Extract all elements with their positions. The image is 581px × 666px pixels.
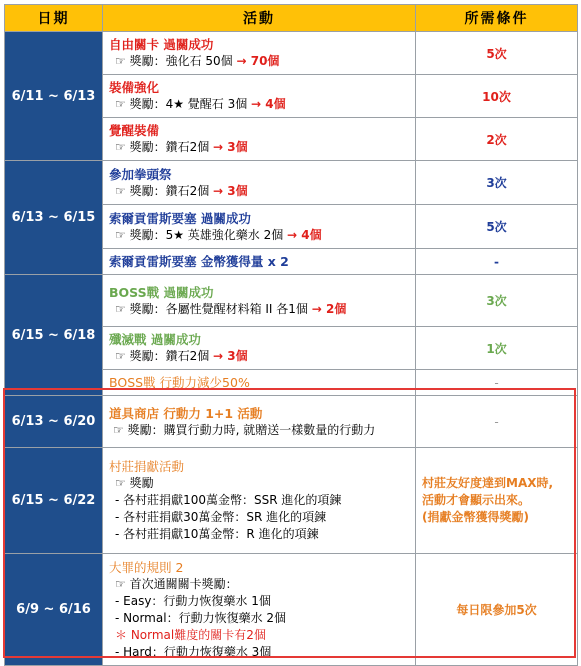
requirement-cell: 5次 [416,32,578,75]
header-activity: 活動 [103,5,416,32]
reward-line: ☞ 獎勵：鑽石2個 → 3個 [115,183,248,198]
activity-cell [103,396,416,448]
activity-cell [103,32,416,75]
activity-title: BOSS戰 行動力減少50% [109,375,250,390]
reward-line: ☞ 獎勵：各屬性覺醒材料箱 II 各1個 → 2個 [115,301,347,316]
date-cell: 6/15 ~ 6/18 [5,275,103,396]
requirement-cell: - [416,249,578,275]
table-row [5,448,578,554]
reward-line: ☞ 獎勵：4★ 覺醒石 3個 → 4個 [115,97,286,111]
activity-cell [103,554,416,666]
table-row [5,32,578,75]
date-cell: 6/13 ~ 6/20 [5,396,103,448]
list-item: - Normal：行動力恢復藥水 2個 [115,610,287,625]
activity-title: 索爾貢雷斯要塞 過關成功 [109,210,251,226]
list-item: - 各村莊捐獻10萬金幣：R 進化的項鍊 [115,527,319,541]
activity-cell [103,370,416,396]
activity-title: 參加拳頭祭 [109,166,172,182]
list-item: - Easy：行動力恢復藥水 1個 [115,593,271,608]
date-cell: 6/15 ~ 6/22 [5,448,103,554]
table-row [5,396,578,448]
activity-title: 索爾貢雷斯要塞 金幣獲得量 x 2 [109,254,289,269]
requirement-note: 活動才會顯示出來。 [422,493,531,507]
table-row [5,275,578,327]
list-item: - 各村莊捐獻30萬金幣：SR 進化的項鍊 [115,510,327,524]
requirement-note: 村莊友好度達到MAX時, [422,476,554,490]
requirement-cell: - [416,396,578,448]
activity-cell [103,448,416,554]
activity-title: 自由關卡 過關成功 [109,37,214,52]
activity-title: 覺醒裝備 [109,123,160,138]
date-cell: 6/9 ~ 6/16 [5,554,103,666]
reward-label: ☞ 獎勵 [115,476,154,490]
header-requirement: 所需條件 [416,5,578,32]
list-item: - Hard：行動力恢復藥水 3個 [115,644,272,659]
requirement-note: (捐獻金幣獲得獎勵) [422,510,529,524]
activity-title: 道具商店 行動力 1+1 活動 [109,405,263,421]
list-item: - 各村莊捐獻100萬金幣：SSR 進化的項鍊 [115,493,342,507]
requirement-cell: 3次 [416,275,578,327]
activity-title: BOSS戰 過關成功 [109,284,214,300]
event-table [4,4,578,666]
activity-cell [103,205,416,249]
requirement-cell: 1次 [416,327,578,370]
activity-cell [103,249,416,275]
activity-title: 裝備強化 [109,80,160,95]
activity-title: 殲滅戰 過關成功 [109,332,201,347]
header-row [5,5,578,32]
date-cell: 6/13 ~ 6/15 [5,161,103,275]
requirement-cell: 2次 [416,118,578,161]
activity-title: 大罪的規則 2 [109,559,184,575]
reward-line: ☞ 獎勵：5★ 英雄強化藥水 2個 → 4個 [115,227,322,242]
activity-title: 村莊捐獻活動 [109,459,185,474]
requirement-cell: 10次 [416,75,578,118]
reward-line: ☞ 獎勵：鑽石2個 → 3個 [115,140,248,154]
activity-cell [103,275,416,327]
requirement-cell: 每日限參加5次 [416,554,578,666]
table-row [5,554,578,666]
date-cell: 6/11 ~ 6/13 [5,32,103,161]
requirement-cell: 5次 [416,205,578,249]
reward-line: ☞ 獎勵：強化石 50個 → 70個 [115,54,280,68]
reward-line: ☞ 獎勵：購買行動力時, 就贈送一樣數量的行動力 [113,422,376,437]
activity-cell [103,75,416,118]
requirement-cell: 3次 [416,161,578,205]
activity-cell [103,161,416,205]
reward-line: ☞ 獎勵：鑽石2個 → 3個 [115,349,248,363]
reward-label: ☞ 首次通關關卡獎勵： [115,576,238,591]
activity-cell [103,327,416,370]
table-row [5,161,578,205]
activity-cell [103,118,416,161]
difficulty-note: ＊ Normal難度的關卡有2個 [115,627,266,642]
header-date: 日期 [5,5,103,32]
requirement-cell: - [416,370,578,396]
requirement-cell [416,448,578,554]
